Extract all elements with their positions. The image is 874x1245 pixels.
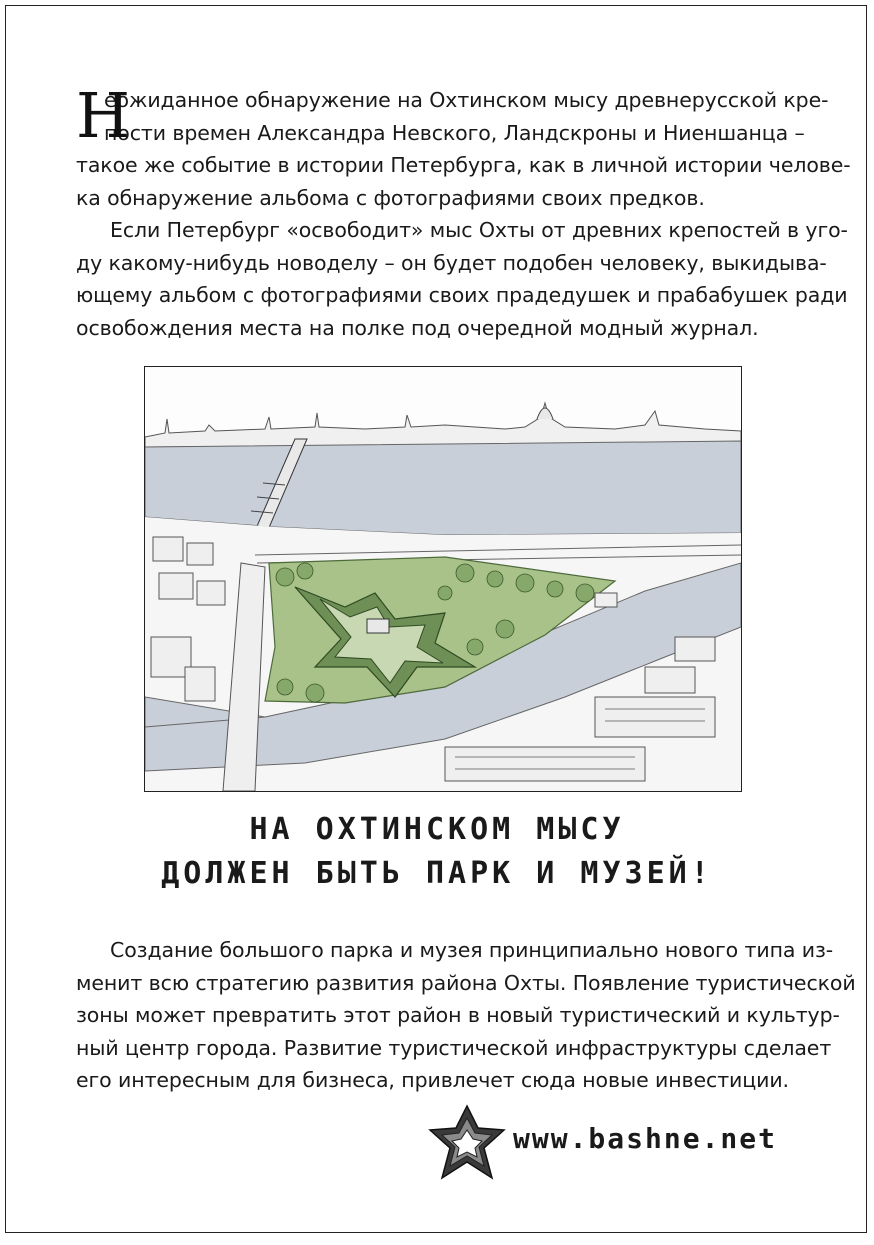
paragraph-line: освобождения места на полке под очередной модный журнал. — [76, 315, 759, 340]
poster-page — [5, 5, 867, 1233]
okhta-cape-illustration — [144, 366, 742, 792]
headline-line-2: ДОЛЖЕН БЫТЬ ПАРК И МУЗЕЙ! — [161, 856, 713, 891]
paragraph-line: еожиданное обнаружение на Охтинском мысу древнерусской кре- — [104, 88, 829, 112]
closing-paragraph — [76, 934, 856, 1097]
paragraph-line: зоны может превратить этот район в новый туристический и культур- — [76, 1003, 840, 1027]
paragraph-line: менит всю стратегию развития района Охты. Появление туристической — [76, 970, 856, 995]
paragraph-line: пости времен Александра Невского, Ландскроны и Ниеншанца – — [104, 120, 805, 145]
paragraph-line: такое же событие в истории Петербурга, как в личной истории челове- — [76, 153, 851, 177]
star-fortress-icon — [428, 1104, 506, 1182]
paragraph-line: ющему альбом с фотографиями своих прадедушек и прабабушек ради — [76, 283, 848, 307]
intro-paragraph — [76, 79, 851, 214]
headline-line-1: НА ОХТИНСКОМ МЫСУ — [249, 812, 625, 847]
website-link[interactable]: www.bashne.net — [513, 1122, 778, 1155]
aerial-view-drawing — [145, 367, 741, 791]
paragraph-line: Создание большого парка и музея принципиально нового типа из- — [110, 938, 834, 962]
second-paragraph — [76, 214, 848, 344]
paragraph-line: его интересным для бизнеса, привлечет сюда новые инвестиции. — [76, 1068, 789, 1092]
paragraph-line: ду какому-нибудь новоделу – он будет подобен человеку, выкидыва- — [76, 250, 827, 275]
paragraph-line: ный центр города. Развитие туристической инфраструктуры сделает — [76, 1035, 832, 1060]
paragraph-line: ка обнаружение альбома с фотографиями своих предков. — [76, 185, 705, 210]
drop-cap: Н — [76, 79, 130, 152]
paragraph-line: Если Петербург «освободит» мыс Охты от древних крепостей в уго- — [110, 218, 848, 242]
